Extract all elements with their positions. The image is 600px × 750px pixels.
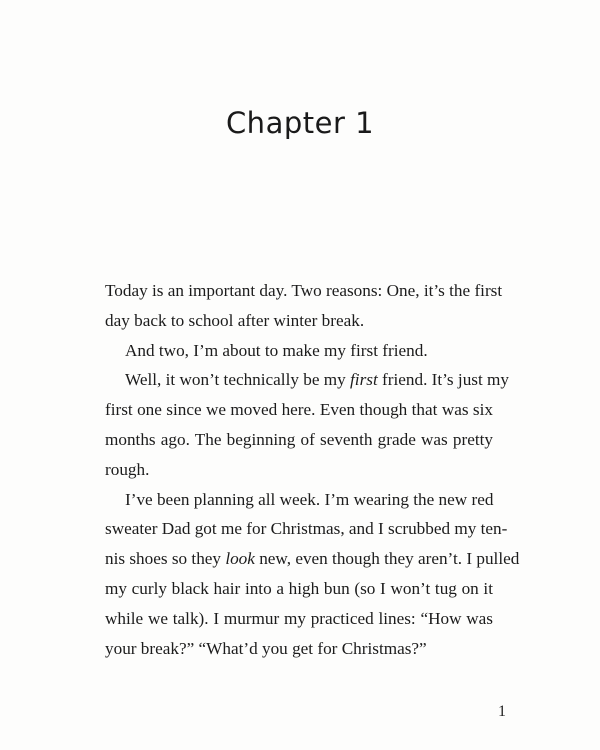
text-segment: nis shoes so they — [105, 549, 226, 569]
text-line: months ago. The beginning of seventh grade was pretty — [105, 429, 493, 449]
chapter-body — [105, 276, 520, 663]
text-segment: Well, it won’t technically be my — [125, 370, 351, 390]
emphasis-text: look — [225, 549, 255, 569]
text-line: first one since we moved here. Even though that was six — [105, 400, 493, 420]
text-line: sweater Dad got me for Christmas, and I scrubbed my ten- — [105, 519, 508, 539]
text-line — [105, 365, 510, 395]
text-line: Today is an important day. Two reasons: One, it’s the first — [105, 281, 503, 300]
emphasis-text: first — [350, 370, 378, 390]
text-line: And two, I’m about to make my first friend. — [125, 340, 428, 360]
text-line: rough. — [105, 459, 150, 479]
text-line: my curly black hair into a high bun (so I won’t tug on it — [105, 578, 493, 598]
text-segment: new, even though they aren’t. I pulled — [254, 549, 520, 569]
text-line: your break?” “What’d you get for Christmas?” — [105, 638, 427, 658]
text-line: while we talk). I murmur my practiced lines: “How was — [105, 608, 493, 628]
text-segment: friend. It’s just my — [377, 370, 510, 390]
text-line — [105, 544, 520, 574]
text-line: day back to school after winter break. — [105, 310, 365, 330]
page-number: 1 — [498, 703, 506, 720]
text-line: I’ve been planning all week. I’m wearing the new red — [125, 489, 494, 509]
chapter-title: Chapter 1 — [225, 106, 375, 140]
